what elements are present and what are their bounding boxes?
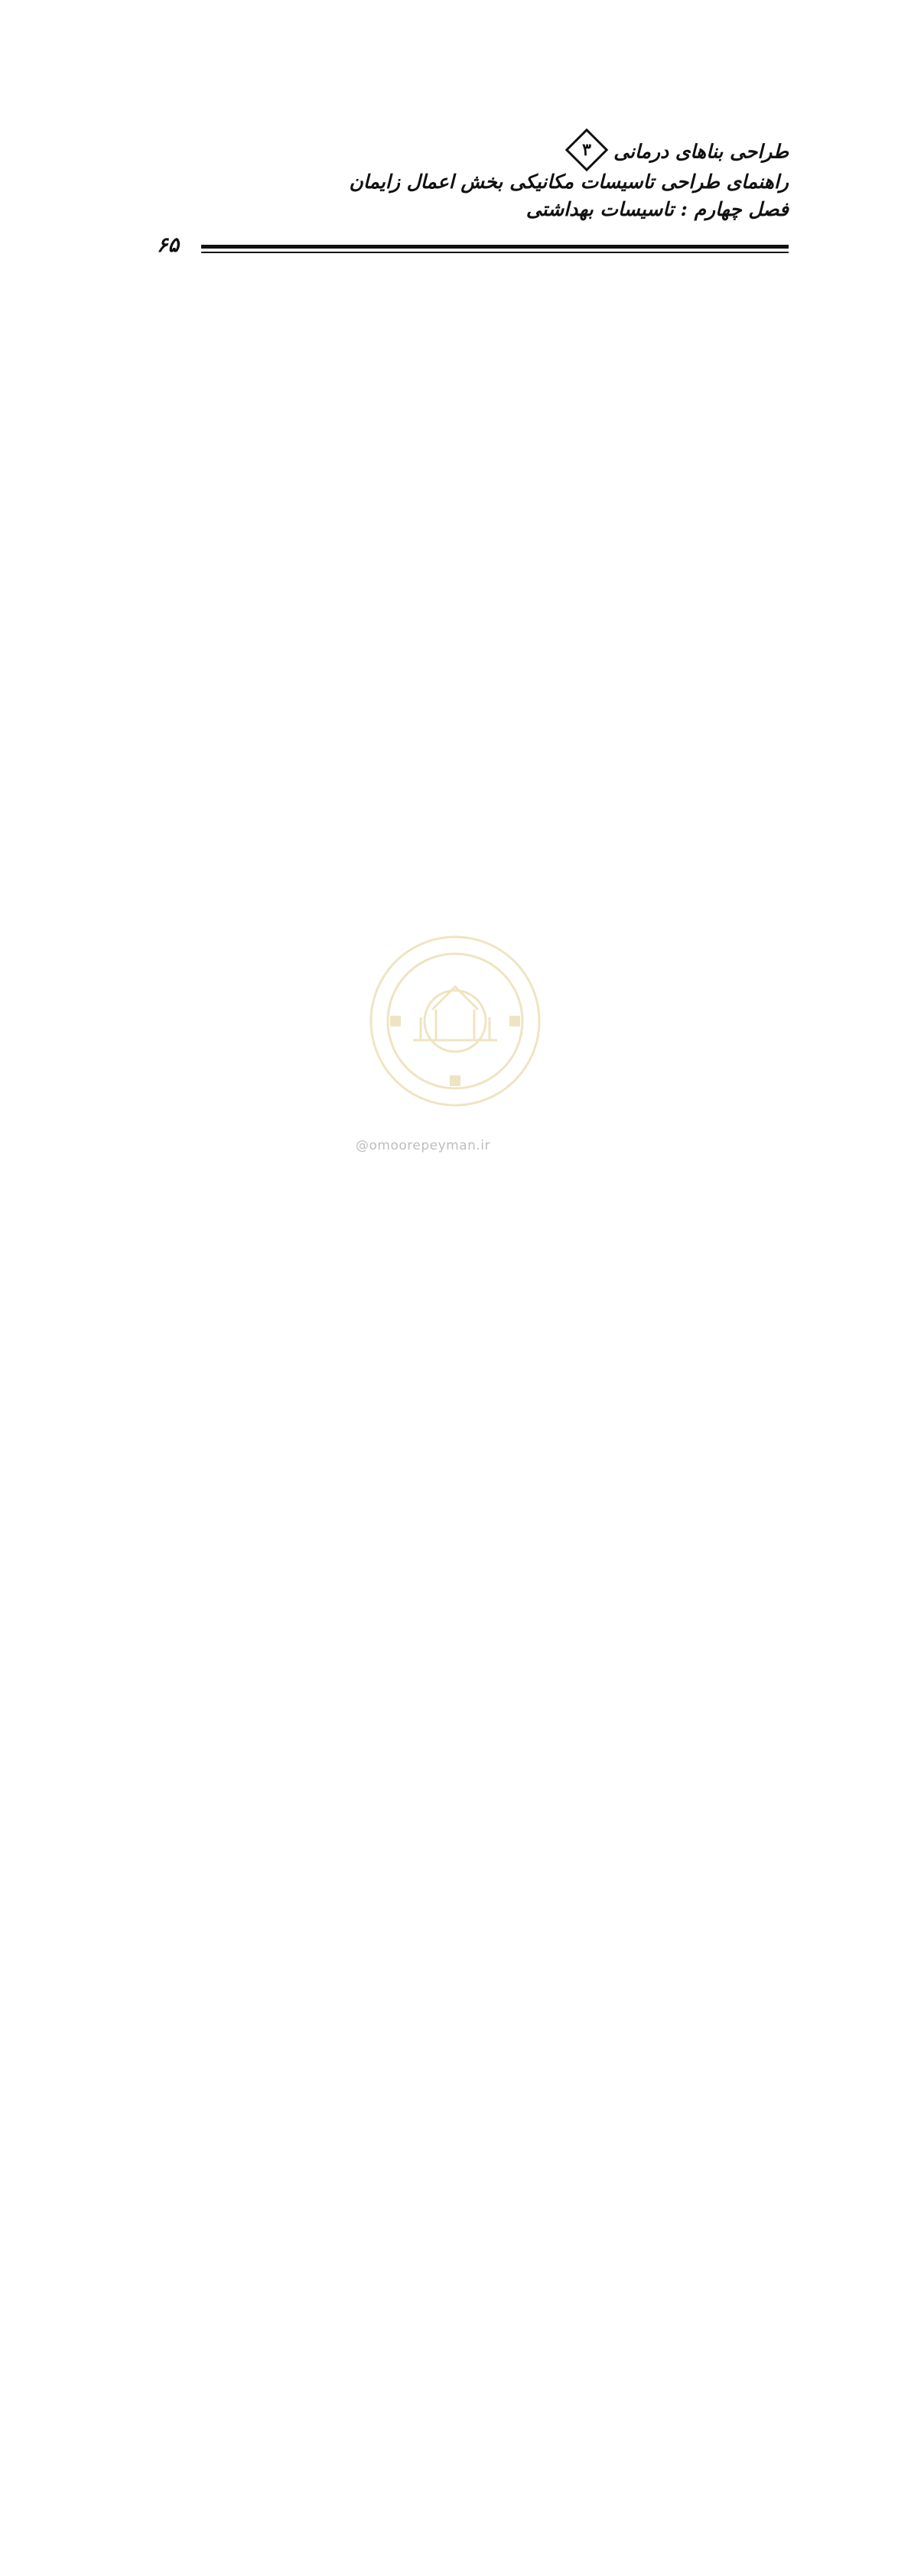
guide-title: راهنمای طراحی تاسیسات مکانیکی بخش اعمال زایمان (349, 171, 789, 193)
page-header (349, 138, 789, 223)
watermark-url: @omoorepeyman.ir (356, 1138, 491, 1153)
book-title: طراحی بناهای درمانی (613, 140, 789, 163)
watermark-seal (360, 925, 551, 1117)
chapter-title: فصل چهارم : تاسیسات بهداشتی (525, 198, 789, 220)
volume-badge (565, 128, 609, 172)
volume-number: ۳ (582, 140, 592, 160)
header-rule-thin (201, 252, 789, 253)
book-title-line (360, 138, 789, 168)
header-rule-thick (201, 245, 789, 249)
page-number: ۶۵ (157, 233, 180, 257)
